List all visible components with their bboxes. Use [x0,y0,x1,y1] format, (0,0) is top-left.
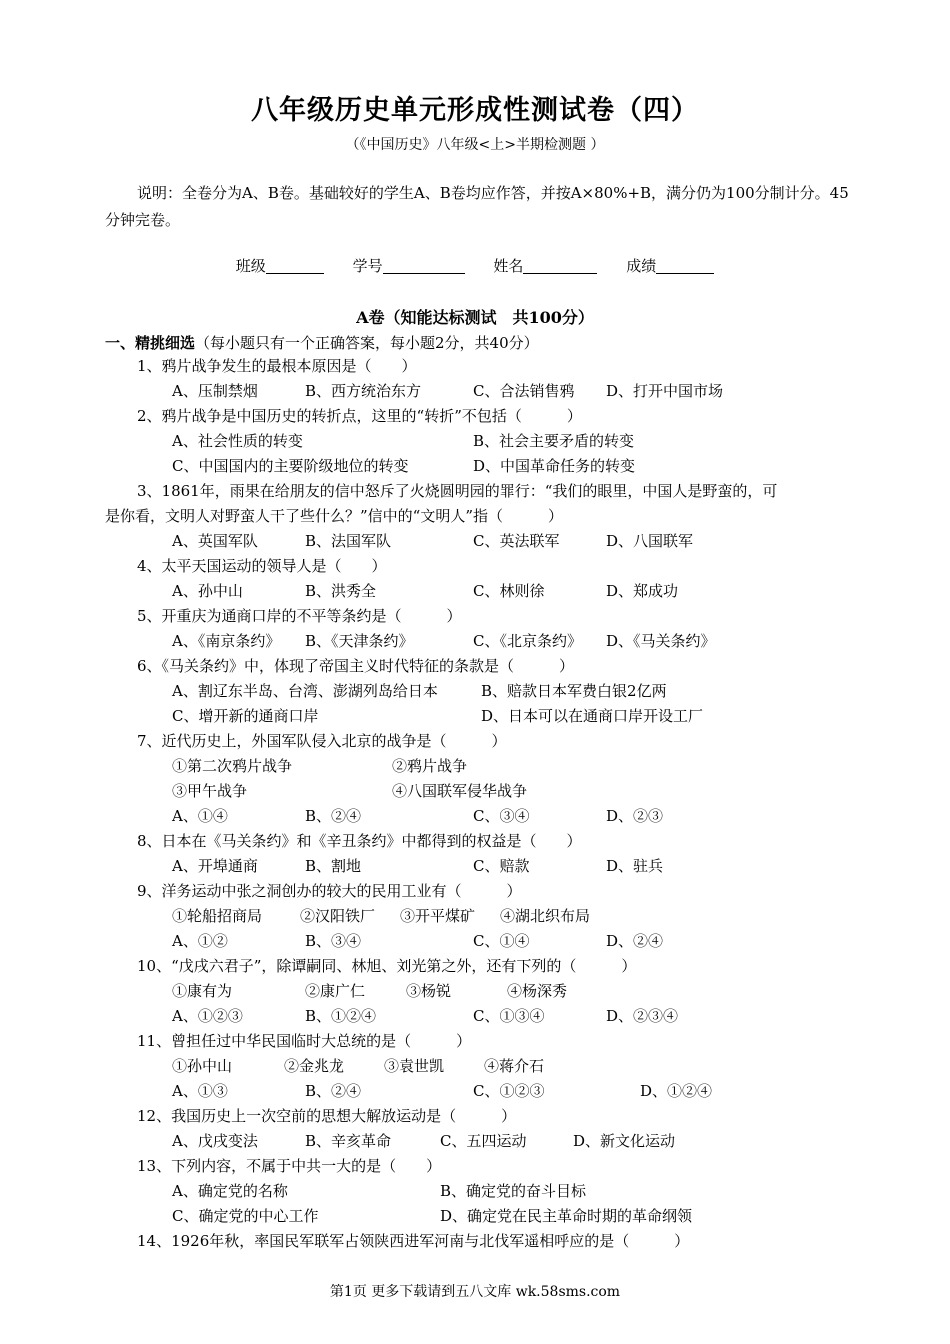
q4-option-b: B、洪秀全 [305,582,377,600]
question-2: 2、鸦片战争是中国历史的转折点，这里的“转折”不包括（ ） [137,407,582,425]
q11-item-1: ①孙中山 [172,1057,233,1075]
q13-option-c: C、确定党的中心工作 [172,1207,319,1225]
q9-item-3: ③开平煤矿 [400,907,476,925]
question-7: 7、近代历史上，外国军队侵入北京的战争是（ ） [137,732,507,750]
q6-option-c: C、增开新的通商口岸 [172,707,319,725]
q9-option-a: A、①② [172,932,228,950]
q10-option-d: D、②③④ [606,1007,679,1025]
score-field [626,255,714,276]
part1-note: （每小题只有一个正确答案，每小题2分，共40分） [195,334,539,352]
q10-option-b: B、①②④ [305,1007,377,1025]
q8-option-d: D、驻兵 [606,857,664,875]
q9-option-d: D、②④ [606,932,664,950]
q7-item-2: ②鸦片战争 [392,757,468,775]
q3-option-a: A、英国军队 [172,532,258,550]
question-3-line1: 3、1861年，雨果在给朋友的信中怒斥了火烧圆明园的罪行：“我们的眼里，中国人是野蛮的，可 [137,482,778,500]
q10-option-a: A、①②③ [172,1007,243,1025]
q10-item-2: ②康广仁 [305,982,366,1000]
question-11: 11、曾担任过中华民国临时大总统的是（ ） [137,1032,472,1050]
score-blank [656,257,714,274]
q6-option-a: A、割辽东半岛、台湾、澎湖列岛给日本 [172,682,438,700]
q9-option-c: C、①④ [473,932,530,950]
q7-option-b: B、②④ [305,807,362,825]
question-3-line2: 是你看，文明人对野蛮人干了些什么？”信中的“文明人”指（ ） [105,507,564,525]
q3-option-d: D、八国联军 [606,532,694,550]
question-9: 9、洋务运动中张之洞创办的较大的民用工业有（ ） [137,882,522,900]
q9-item-1: ①轮船招商局 [172,907,263,925]
q8-option-b: B、割地 [305,857,362,875]
q2-option-c: C、中国国内的主要阶级地位的转变 [172,457,409,475]
q1-option-b: B、西方统治东方 [305,382,422,400]
q4-option-a: A、孙中山 [172,582,243,600]
q7-option-d: D、②③ [606,807,664,825]
name-label: 姓名 [493,257,524,275]
name-blank [523,257,597,274]
page-footer: 第1页 更多下载请到五八文库 wk.58sms.com [329,1284,621,1300]
student-info-row [0,255,950,276]
page-subtitle: （《中国历史》八年级<上>半期检测题 ） [345,137,605,153]
question-8: 8、日本在《马关条约》和《辛丑条约》中都得到的权益是（ ） [137,832,582,850]
q9-item-2: ②汉阳铁厂 [300,907,376,925]
q1-option-c: C、合法销售鸦 [473,382,575,400]
q1-option-d: D、打开中国市场 [606,382,724,400]
question-13: 13、下列内容，不属于中共一大的是（ ） [137,1157,442,1175]
q2-option-a: A、社会性质的转变 [172,432,303,450]
q9-item-4: ④湖北织布局 [500,907,591,925]
q11-option-a: A、①③ [172,1082,228,1100]
q6-option-b: B、赔款日本军费白银2亿两 [481,682,667,700]
student-id-blank [383,257,465,274]
question-4: 4、太平天国运动的领导人是（ ） [137,557,387,575]
q11-option-b: B、②④ [305,1082,362,1100]
q10-item-4: ④杨深秀 [507,982,568,1000]
q11-item-3: ③袁世凯 [384,1057,445,1075]
question-6: 6、《马关条约》中，体现了帝国主义时代特征的条款是（ ） [137,657,575,675]
q7-item-4: ④八国联军侵华战争 [392,782,528,800]
student-id-label: 学号 [352,257,383,275]
class-field [236,255,324,276]
q8-option-c: C、赔款 [473,857,530,875]
part1-heading-row [105,332,539,353]
question-14: 14、1926年秋，率国民军联军占领陕西进军河南与北伐军遥相呼应的是（ ） [137,1232,690,1250]
q11-option-c: C、①②③ [473,1082,545,1100]
q5-option-b: B、《天津条约》 [305,632,414,650]
score-label: 成绩 [626,257,657,275]
q10-item-1: ①康有为 [172,982,233,1000]
page-title: 八年级历史单元形成性测试卷（四） [251,95,699,126]
question-12: 12、我国历史上一次空前的思想大解放运动是（ ） [137,1107,517,1125]
q1-option-a: A、压制禁烟 [172,382,258,400]
q7-item-1: ①第二次鸦片战争 [172,757,293,775]
part1-heading: 一、精挑细选 [105,334,196,352]
q12-option-a: A、戊戌变法 [172,1132,258,1150]
student-id-field [353,255,465,276]
q11-item-2: ②金兆龙 [284,1057,345,1075]
question-1: 1、鸦片战争发生的最根本原因是（ ） [137,357,417,375]
q7-option-c: C、③④ [473,807,530,825]
instructions-paragraph: 说明：全卷分为A、B卷。基础较好的学生A、B卷均应作答，并按A×80%+B，满分仍为100分制计分。45分钟完卷。 [105,184,849,229]
q12-option-c: C、五四运动 [440,1132,527,1150]
q4-option-c: C、林则徐 [473,582,545,600]
q13-option-d: D、确定党在民主革命时期的革命纲领 [440,1207,693,1225]
q13-option-b: B、确定党的奋斗目标 [440,1182,587,1200]
q11-option-d: D、①②④ [640,1082,713,1100]
q9-option-b: B、③④ [305,932,362,950]
q12-option-d: D、新文化运动 [573,1132,676,1150]
q2-option-d: D、中国革命任务的转变 [473,457,636,475]
q4-option-d: D、郑成功 [606,582,679,600]
q5-option-c: C、《北京条约》 [473,632,582,650]
section-a-title: A卷（知能达标测试 共100分） [356,308,594,327]
q10-option-c: C、①③④ [473,1007,545,1025]
name-field [493,255,597,276]
q13-option-a: A、确定党的名称 [172,1182,288,1200]
question-5: 5、开重庆为通商口岸的不平等条约是（ ） [137,607,462,625]
q6-option-d: D、日本可以在通商口岸开设工厂 [481,707,704,725]
q5-option-d: D、《马关条约》 [606,632,716,650]
q2-option-b: B、社会主要矛盾的转变 [473,432,635,450]
q7-item-3: ③甲午战争 [172,782,248,800]
q10-item-3: ③杨锐 [406,982,452,1000]
question-10: 10、“戊戌六君子”，除谭嗣同、林旭、刘光第之外，还有下列的（ ） [137,957,637,975]
q8-option-a: A、开埠通商 [172,857,258,875]
q3-option-b: B、法国军队 [305,532,392,550]
class-blank [266,257,324,274]
class-label: 班级 [235,257,266,275]
q7-option-a: A、①④ [172,807,228,825]
q12-option-b: B、辛亥革命 [305,1132,392,1150]
q5-option-a: A、《南京条约》 [172,632,281,650]
q3-option-c: C、英法联军 [473,532,560,550]
q11-item-4: ④蒋介石 [484,1057,545,1075]
